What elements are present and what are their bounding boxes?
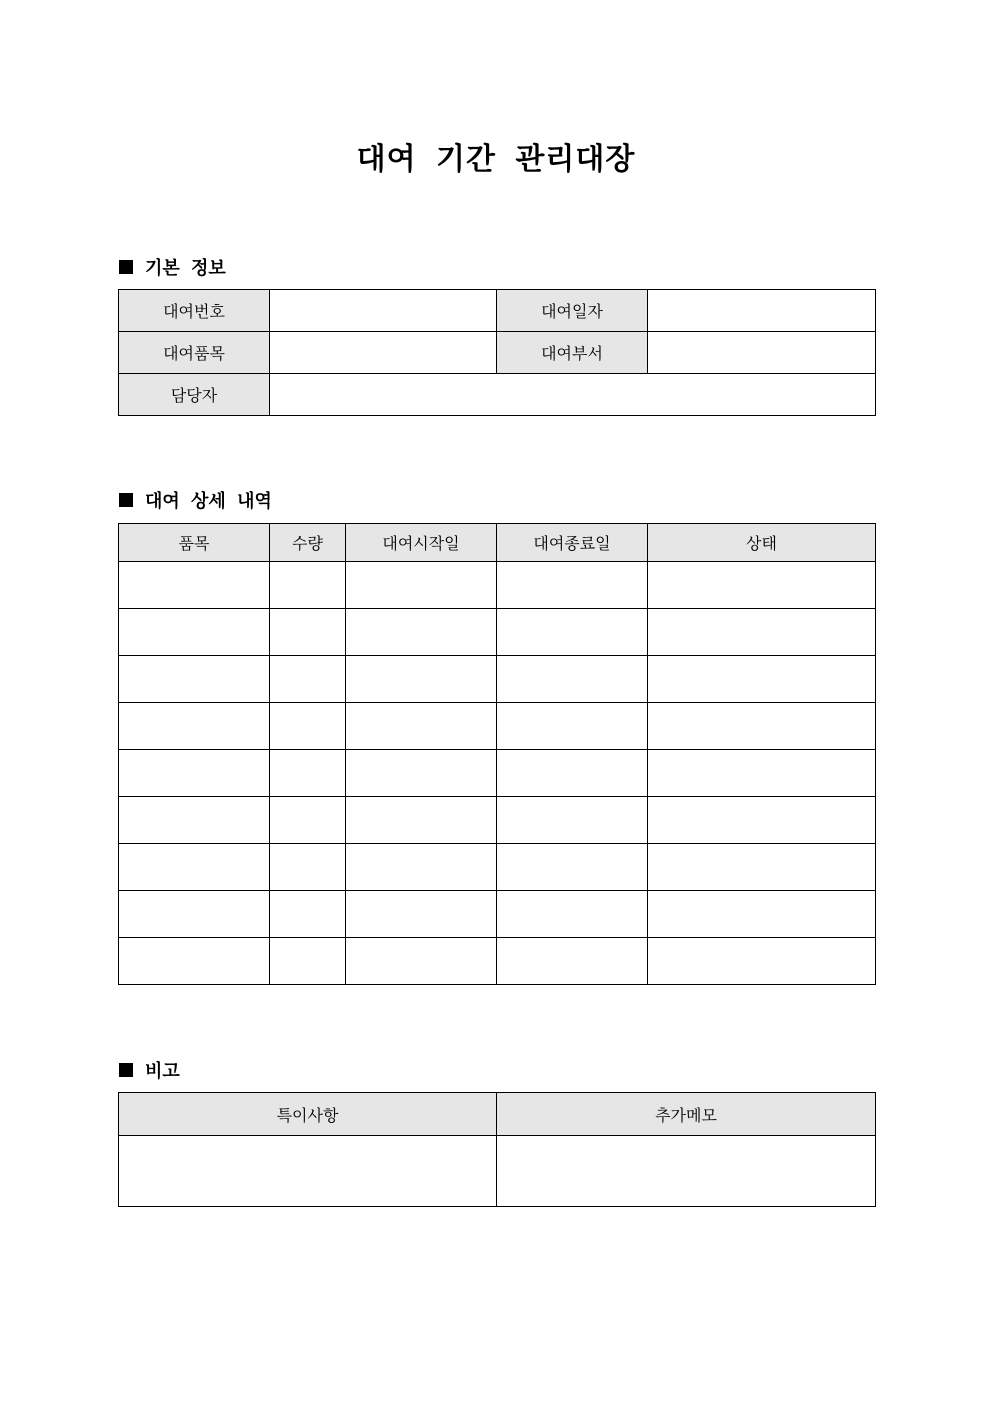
table-cell[interactable] bbox=[270, 750, 346, 797]
table-cell[interactable] bbox=[346, 891, 497, 938]
table-cell[interactable] bbox=[497, 938, 648, 985]
table-header-row bbox=[119, 524, 876, 562]
rental-item-field[interactable] bbox=[270, 332, 497, 374]
remarks-table bbox=[118, 1092, 876, 1207]
table-cell[interactable] bbox=[270, 891, 346, 938]
table-row bbox=[119, 290, 876, 332]
section-heading-remarks bbox=[119, 1057, 180, 1083]
table-cell[interactable] bbox=[119, 938, 270, 985]
table-row bbox=[119, 938, 876, 985]
table-cell[interactable] bbox=[648, 750, 876, 797]
table-cell[interactable] bbox=[648, 938, 876, 985]
table-cell[interactable] bbox=[497, 844, 648, 891]
table-row bbox=[119, 844, 876, 891]
table-cell[interactable] bbox=[346, 844, 497, 891]
table-cell[interactable] bbox=[119, 656, 270, 703]
table-cell[interactable] bbox=[497, 562, 648, 609]
rental-date-label: 대여일자 bbox=[497, 290, 648, 332]
table-row bbox=[119, 750, 876, 797]
table-cell[interactable] bbox=[346, 938, 497, 985]
table-row bbox=[119, 562, 876, 609]
table-cell[interactable] bbox=[648, 656, 876, 703]
table-cell[interactable] bbox=[119, 750, 270, 797]
rental-department-field[interactable] bbox=[648, 332, 876, 374]
page-title: 대여 기간 관리대장 bbox=[356, 142, 636, 177]
rental-department-label: 대여부서 bbox=[497, 332, 648, 374]
table-row bbox=[119, 656, 876, 703]
table-cell[interactable] bbox=[119, 609, 270, 656]
table-cell[interactable] bbox=[270, 938, 346, 985]
rental-date-field[interactable] bbox=[648, 290, 876, 332]
additional-memo-field[interactable] bbox=[497, 1136, 876, 1207]
square-bullet-icon bbox=[119, 260, 133, 274]
table-cell[interactable] bbox=[497, 750, 648, 797]
section-heading-label: 비고 bbox=[145, 1061, 180, 1082]
table-cell[interactable] bbox=[497, 656, 648, 703]
table-row bbox=[119, 891, 876, 938]
table-cell[interactable] bbox=[648, 891, 876, 938]
table-cell[interactable] bbox=[648, 844, 876, 891]
table-cell[interactable] bbox=[648, 797, 876, 844]
table-cell[interactable] bbox=[497, 891, 648, 938]
table-cell[interactable] bbox=[270, 609, 346, 656]
table-cell[interactable] bbox=[497, 797, 648, 844]
square-bullet-icon bbox=[119, 1063, 133, 1077]
column-header-status: 상태 bbox=[648, 524, 876, 562]
section-heading-basic-info bbox=[119, 254, 226, 280]
table-row bbox=[119, 609, 876, 656]
table-cell[interactable] bbox=[648, 609, 876, 656]
table-cell[interactable] bbox=[346, 797, 497, 844]
table-cell[interactable] bbox=[346, 656, 497, 703]
table-cell[interactable] bbox=[497, 609, 648, 656]
column-header-start-date: 대여시작일 bbox=[346, 524, 497, 562]
table-cell[interactable] bbox=[648, 703, 876, 750]
table-cell[interactable] bbox=[270, 562, 346, 609]
rental-number-field[interactable] bbox=[270, 290, 497, 332]
rental-number-label: 대여번호 bbox=[119, 290, 270, 332]
manager-label: 담당자 bbox=[119, 374, 270, 416]
section-heading-rental-details bbox=[119, 487, 272, 513]
table-row bbox=[119, 374, 876, 416]
table-header-row bbox=[119, 1093, 876, 1136]
rental-details-table bbox=[118, 523, 876, 985]
table-cell[interactable] bbox=[119, 703, 270, 750]
table-row bbox=[119, 703, 876, 750]
column-header-additional-memo: 추가메모 bbox=[497, 1093, 876, 1136]
section-heading-label: 대여 상세 내역 bbox=[145, 491, 272, 512]
basic-info-table bbox=[118, 289, 876, 416]
table-row bbox=[119, 332, 876, 374]
table-cell[interactable] bbox=[119, 844, 270, 891]
table-cell[interactable] bbox=[346, 609, 497, 656]
table-row bbox=[119, 1136, 876, 1207]
table-cell[interactable] bbox=[648, 562, 876, 609]
table-cell[interactable] bbox=[346, 703, 497, 750]
rental-item-label: 대여품목 bbox=[119, 332, 270, 374]
square-bullet-icon bbox=[119, 493, 133, 507]
column-header-special-notes: 특이사항 bbox=[119, 1093, 497, 1136]
table-cell[interactable] bbox=[270, 656, 346, 703]
column-header-quantity: 수량 bbox=[270, 524, 346, 562]
section-heading-label: 기본 정보 bbox=[145, 258, 226, 279]
table-cell[interactable] bbox=[497, 703, 648, 750]
special-notes-field[interactable] bbox=[119, 1136, 497, 1207]
table-cell[interactable] bbox=[346, 750, 497, 797]
column-header-item: 품목 bbox=[119, 524, 270, 562]
manager-field[interactable] bbox=[270, 374, 876, 416]
table-cell[interactable] bbox=[346, 562, 497, 609]
column-header-end-date: 대여종료일 bbox=[497, 524, 648, 562]
table-cell[interactable] bbox=[270, 703, 346, 750]
table-cell[interactable] bbox=[270, 797, 346, 844]
table-row bbox=[119, 797, 876, 844]
table-cell[interactable] bbox=[119, 891, 270, 938]
table-cell[interactable] bbox=[119, 797, 270, 844]
table-cell[interactable] bbox=[119, 562, 270, 609]
table-cell[interactable] bbox=[270, 844, 346, 891]
